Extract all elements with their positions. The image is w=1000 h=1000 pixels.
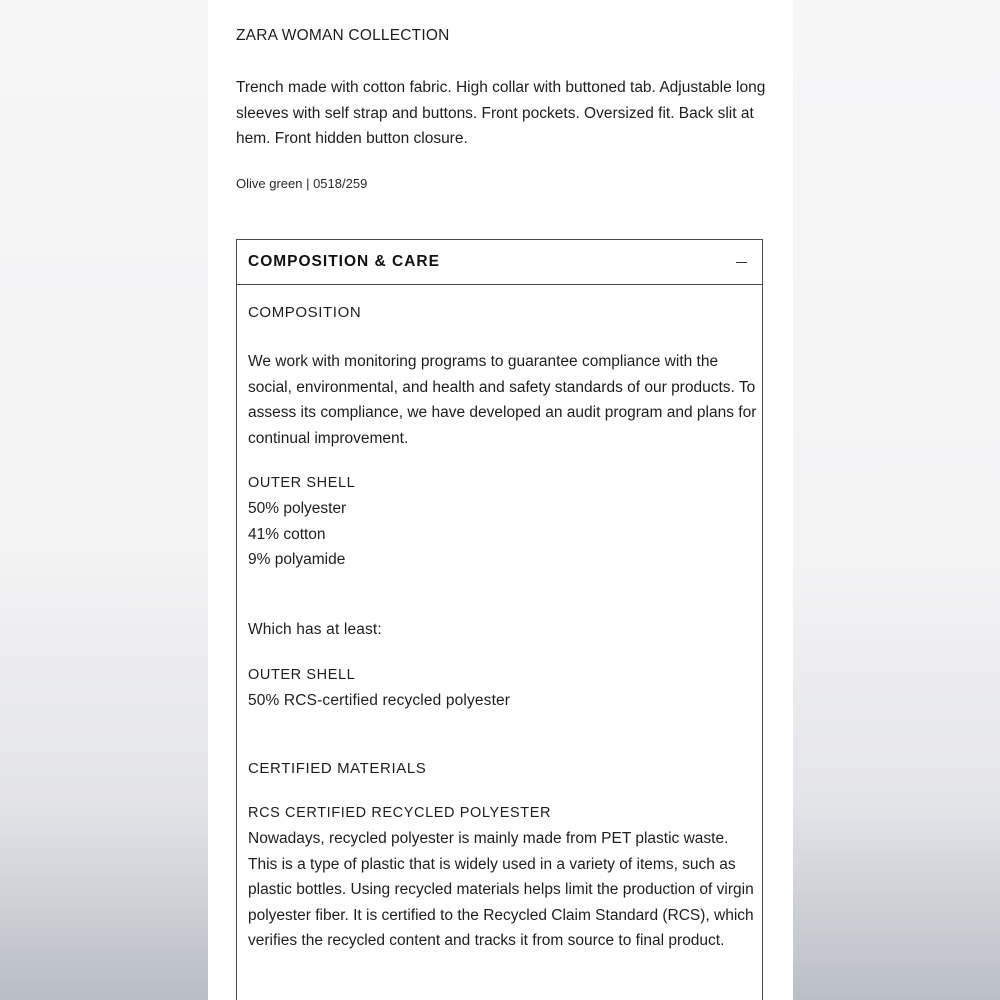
- rcs-heading: RCS CERTIFIED RECYCLED POLYESTER: [248, 805, 552, 821]
- background-right: [793, 0, 1000, 1000]
- outer-shell-label-2: OUTER SHELL: [248, 667, 356, 683]
- composition-care-accordion: [236, 239, 763, 1000]
- certified-materials-heading: CERTIFIED MATERIALS: [248, 760, 427, 777]
- material-item: 41% cotton: [248, 525, 326, 543]
- materials-list: [248, 496, 758, 573]
- composition-heading: COMPOSITION: [248, 304, 362, 321]
- recycled-line: 50% RCS-certified recycled polyester: [248, 692, 511, 709]
- color-reference: Olive green | 0518/259: [236, 176, 368, 191]
- at-least-label: Which has at least:: [248, 621, 382, 638]
- material-item: 9% polyamide: [248, 551, 346, 568]
- compliance-text: We work with monitoring programs to guarantee compliance with the social, environmental, and health and safety standards of our products. To assess its compliance, we have developed an audit program and plans for continual improvement.: [248, 353, 757, 447]
- product-details-page: [208, 0, 793, 1000]
- accordion-header[interactable]: [237, 240, 762, 285]
- outer-shell-label: OUTER SHELL: [248, 475, 356, 491]
- background-left: [0, 0, 208, 1000]
- collection-label: ZARA WOMAN COLLECTION: [236, 27, 450, 44]
- accordion-title: COMPOSITION & CARE: [248, 253, 440, 270]
- rcs-text: Nowadays, recycled polyester is mainly made from PET plastic waste. This is a type of plastic that is widely used in a variety of items, such as plastic bottles. Using recycled materials helps limit the production of virgin polyester fiber. It is certified to the Recycled Claim Standard (RCS), which verifies the recycled content and tracks it from source to final product.: [248, 830, 754, 949]
- minus-icon[interactable]: [736, 262, 747, 263]
- material-item: 50% polyester: [248, 500, 347, 517]
- product-description: Trench made with cotton fabric. High collar with buttoned tab. Adjustable long sleeves with self strap and buttons. Front pockets. Oversized fit. Back slit at hem. Front hidden button closure.: [236, 79, 766, 147]
